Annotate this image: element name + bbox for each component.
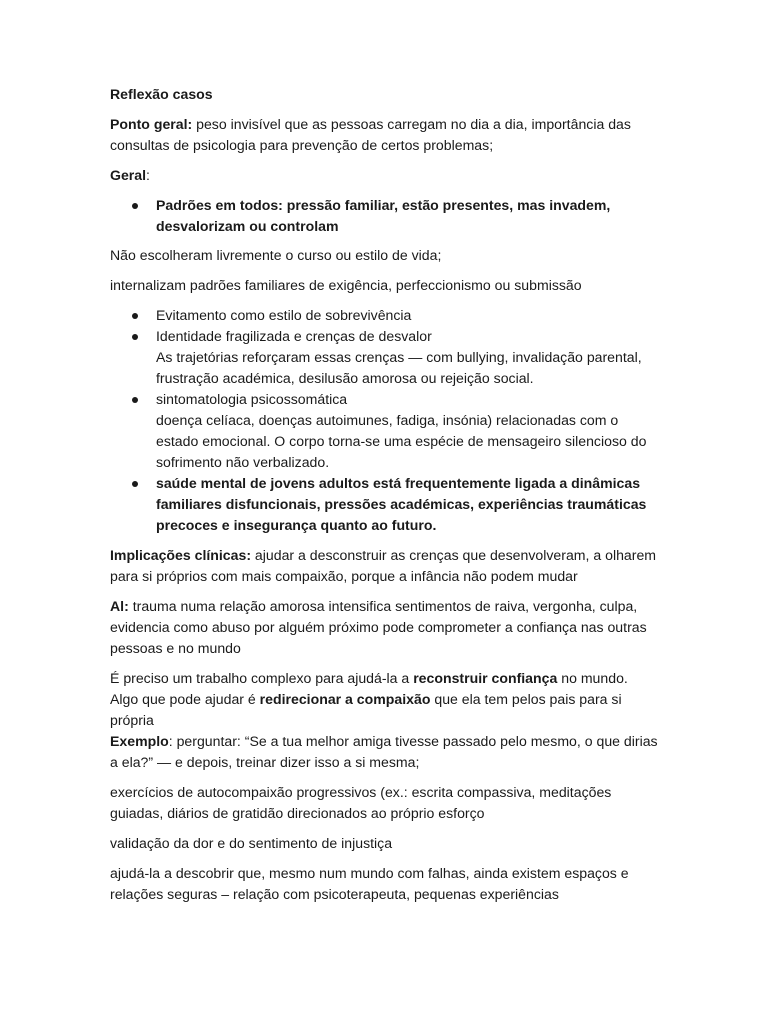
list-item-text: saúde mental de jovens adultos está frequentemente ligada a dinâmicas familiares disfuncionais, pressões académicas, experiências traumáticas precoces e insegurança quanto ao futuro. <box>156 475 647 533</box>
trabalho-text-2: no mundo. Algo que pode ajudar é <box>110 670 628 707</box>
exemplo-paragraph <box>110 731 658 773</box>
implicacoes-text: ajudar a desconstruir as crenças que desenvolveram, a olharem para si próprios com mais compaixão, porque a infância não podem mudar <box>110 547 657 584</box>
list-item <box>110 389 658 473</box>
ponto-geral-paragraph <box>110 114 658 156</box>
redirecionar-compaixao-bold: redirecionar a compaixão <box>259 691 431 707</box>
list-item-subtext: doença celíaca, doenças autoimunes, fadiga, insónia) relacionadas com o estado emocional. O corpo torna-se uma espécie de mensageiro silencioso do sofrimento não verbalizado. <box>156 412 647 470</box>
exemplo-text: : perguntar: “Se a tua melhor amiga tivesse passado pelo mesmo, o que dirias a ela?” — e depois, treinar dizer isso a si mesma; <box>110 733 658 770</box>
implicacoes-paragraph <box>110 545 658 587</box>
list-item <box>110 195 658 237</box>
trabalho-paragraph <box>110 668 658 731</box>
geral-heading <box>110 165 658 186</box>
geral-colon: : <box>146 167 150 183</box>
bullet-list-1 <box>110 195 658 237</box>
al-paragraph <box>110 596 658 659</box>
bullet-icon <box>132 313 138 319</box>
document-title: Reflexão casos <box>110 86 213 102</box>
bullet-icon <box>132 481 138 487</box>
trabalho-text-3: que ela tem pelos pais para si própria <box>110 691 622 728</box>
al-label: Al: <box>110 598 129 614</box>
exercicios-paragraph: exercícios de autocompaixão progressivos (ex.: escrita compassiva, meditações guiadas, diários de gratidão direcionados ao próprio esforço <box>110 784 612 821</box>
ajuda-paragraph: ajudá-la a descobrir que, mesmo num mundo com falhas, ainda existem espaços e relações seguras – relação com psicoterapeuta, pequenas experiências <box>110 865 629 902</box>
reconstruir-confianca-bold: reconstruir confiança <box>413 670 558 686</box>
list-item-text: Padrões em todos: pressão familiar, estão presentes, mas invadem, desvalorizam ou controlam <box>156 197 611 234</box>
exemplo-label: Exemplo <box>110 733 169 749</box>
nao-escolheram-paragraph: Não escolheram livremente o curso ou estilo de vida; <box>110 247 442 263</box>
bullet-icon <box>132 334 138 340</box>
list-item <box>110 326 658 389</box>
internalizam-paragraph: internalizam padrões familiares de exigência, perfeccionismo ou submissão <box>110 277 582 293</box>
trabalho-text-1: É preciso um trabalho complexo para ajudá-la a <box>110 670 414 686</box>
list-item-text: Evitamento como estilo de sobrevivência <box>156 307 412 323</box>
bullet-list-2 <box>110 305 658 536</box>
geral-label: Geral <box>110 167 147 183</box>
list-item-text: Identidade fragilizada e crenças de desvalor <box>156 328 432 344</box>
ponto-geral-label: Ponto geral: <box>110 116 193 132</box>
list-item <box>110 305 658 326</box>
validacao-paragraph: validação da dor e do sentimento de injustiça <box>110 835 393 851</box>
implicacoes-label: Implicações clínicas: <box>110 547 252 563</box>
bullet-icon <box>132 397 138 403</box>
bullet-icon <box>132 203 138 209</box>
al-text: trauma numa relação amorosa intensifica sentimentos de raiva, vergonha, culpa, evidencia como abuso por alguém próximo pode comprometer a confiança nas outras pessoas e no mundo <box>110 598 647 656</box>
list-item-text: sintomatologia psicossomática <box>156 391 348 407</box>
list-item <box>110 473 658 536</box>
list-item-subtext: As trajetórias reforçaram essas crenças — com bullying, invalidação parental, frustração académica, desilusão amorosa ou rejeição social. <box>156 349 642 386</box>
ponto-geral-text: peso invisível que as pessoas carregam no dia a dia, importância das consultas de psicologia para prevenção de certos problemas; <box>110 116 631 153</box>
document-page <box>110 84 658 914</box>
